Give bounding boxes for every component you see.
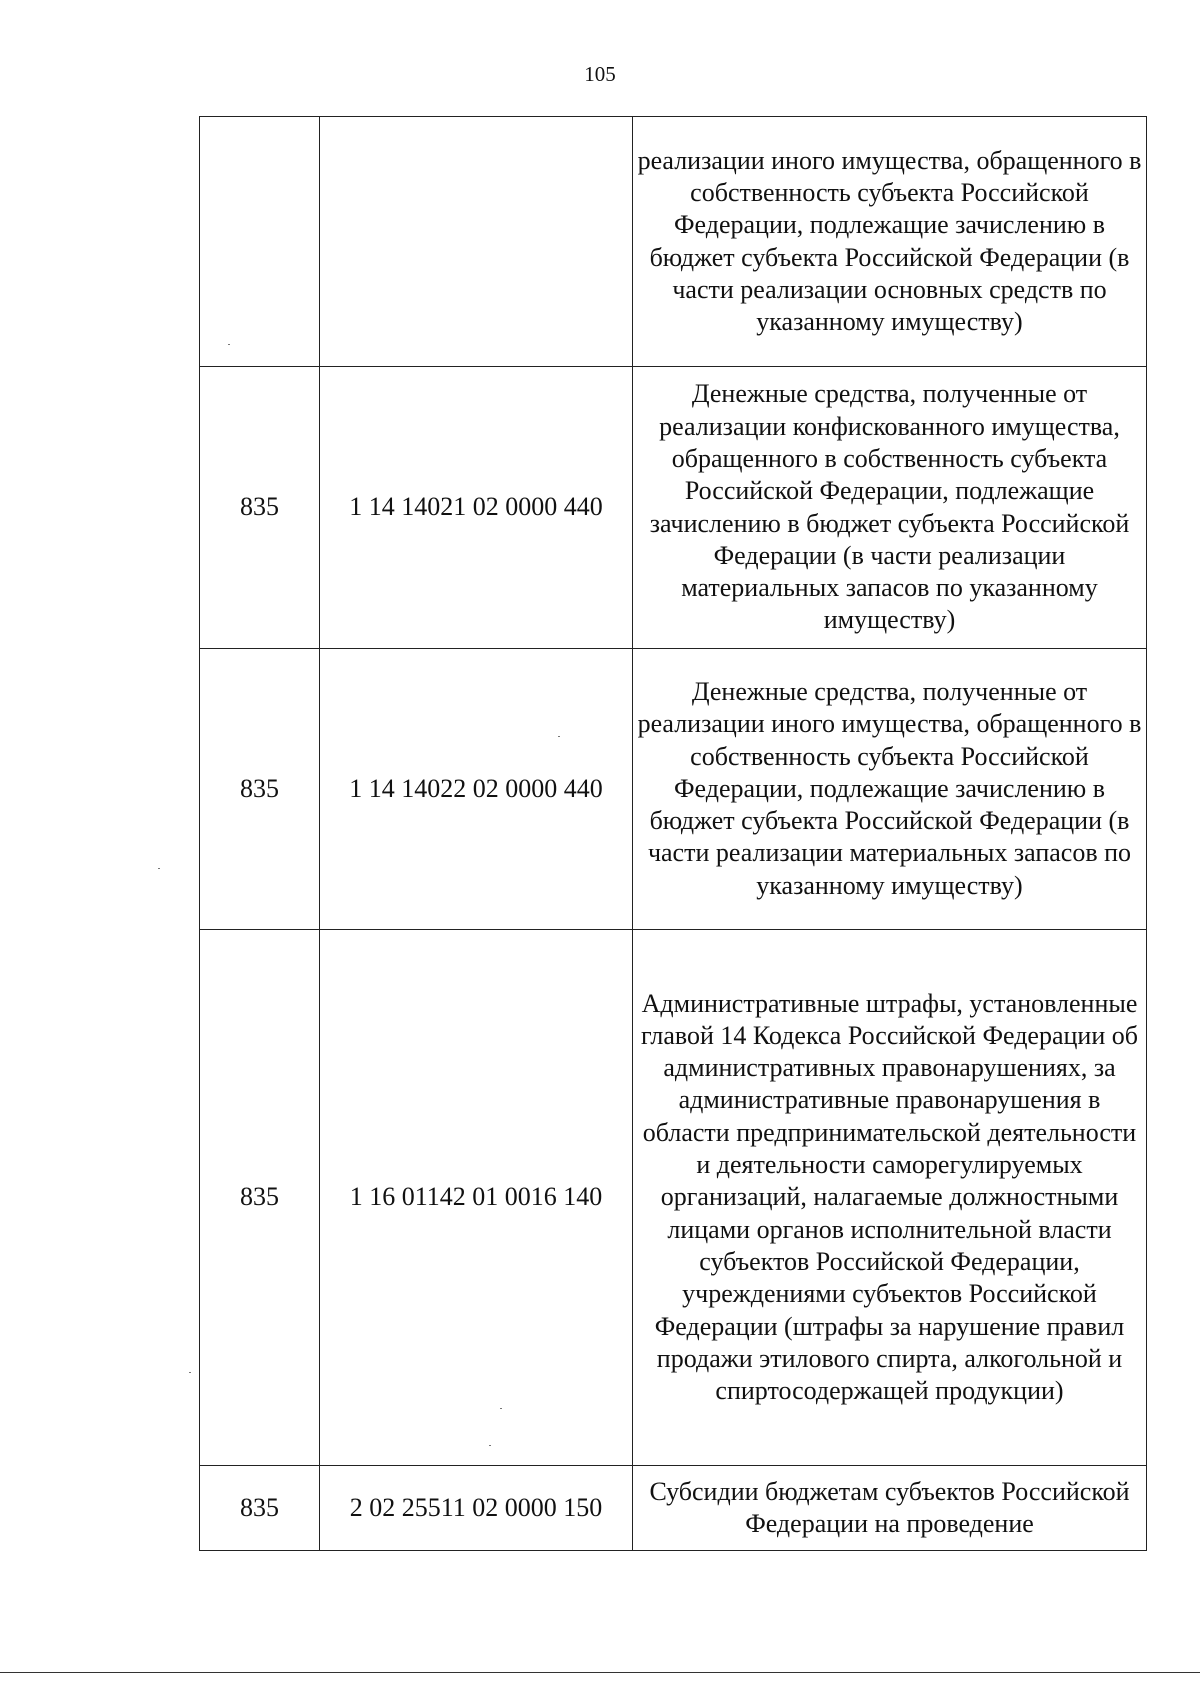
table-row bbox=[200, 367, 1147, 649]
admin-code-cell: 835 bbox=[200, 367, 320, 649]
kbk-code-cell: 2 02 25511 02 0000 150 bbox=[320, 1466, 633, 1551]
description-cell: Субсидии бюджетам субъектов Российской Федерации на проведение bbox=[633, 1466, 1147, 1551]
table-row bbox=[200, 1466, 1147, 1551]
description-cell: реализации иного имущества, обращенного в собственность субъекта Российской Федерации, подлежащие зачислению в бюджет субъекта Российской Федерации (в части реализации основных средств по указанному имуществу) bbox=[633, 117, 1147, 367]
budget-codes-table bbox=[199, 116, 1147, 1551]
kbk-code-cell: 1 14 14021 02 0000 440 bbox=[320, 367, 633, 649]
scan-speck bbox=[158, 868, 160, 869]
table-row bbox=[200, 930, 1147, 1466]
scan-speck bbox=[558, 736, 560, 737]
admin-code-cell: 835 bbox=[200, 649, 320, 930]
description-cell: Денежные средства, полученные от реализации конфискованного имущества, обращенного в собственность субъекта Российской Федерации, подлежащие зачислению в бюджет субъекта Российской Федерации (в части реализации материальных запасов по указанному имуществу) bbox=[633, 367, 1147, 649]
table-row bbox=[200, 117, 1147, 367]
scan-speck bbox=[500, 1408, 502, 1409]
bottom-edge-line bbox=[0, 1672, 1200, 1673]
admin-code-cell bbox=[200, 117, 320, 367]
admin-code-cell: 835 bbox=[200, 930, 320, 1466]
scan-speck bbox=[189, 1372, 191, 1373]
scan-speck bbox=[489, 1445, 491, 1446]
kbk-code-cell bbox=[320, 117, 633, 367]
page-number: 105 bbox=[584, 62, 616, 86]
kbk-code-cell: 1 16 01142 01 0016 140 bbox=[320, 930, 633, 1466]
description-cell: Административные штрафы, установленные главой 14 Кодекса Российской Федерации об административных правонарушениях, за административные правонарушения в области предпринимательской деятельности и деятельности саморегулируемых организаций, налагаемые должностными лицами органов исполнительной власти субъектов Российской Федерации, учреждениями субъектов Российской Федерации (штрафы за нарушение правил продажи этилового спирта, алкогольной и спиртосодержащей продукции) bbox=[633, 930, 1147, 1466]
scan-speck bbox=[228, 344, 230, 345]
table-row bbox=[200, 649, 1147, 930]
admin-code-cell: 835 bbox=[200, 1466, 320, 1551]
description-cell: Денежные средства, полученные от реализации иного имущества, обращенного в собственность субъекта Российской Федерации, подлежащие зачислению в бюджет субъекта Российской Федерации (в части реализации материальных запасов по указанному имуществу) bbox=[633, 649, 1147, 930]
kbk-code-cell: 1 14 14022 02 0000 440 bbox=[320, 649, 633, 930]
